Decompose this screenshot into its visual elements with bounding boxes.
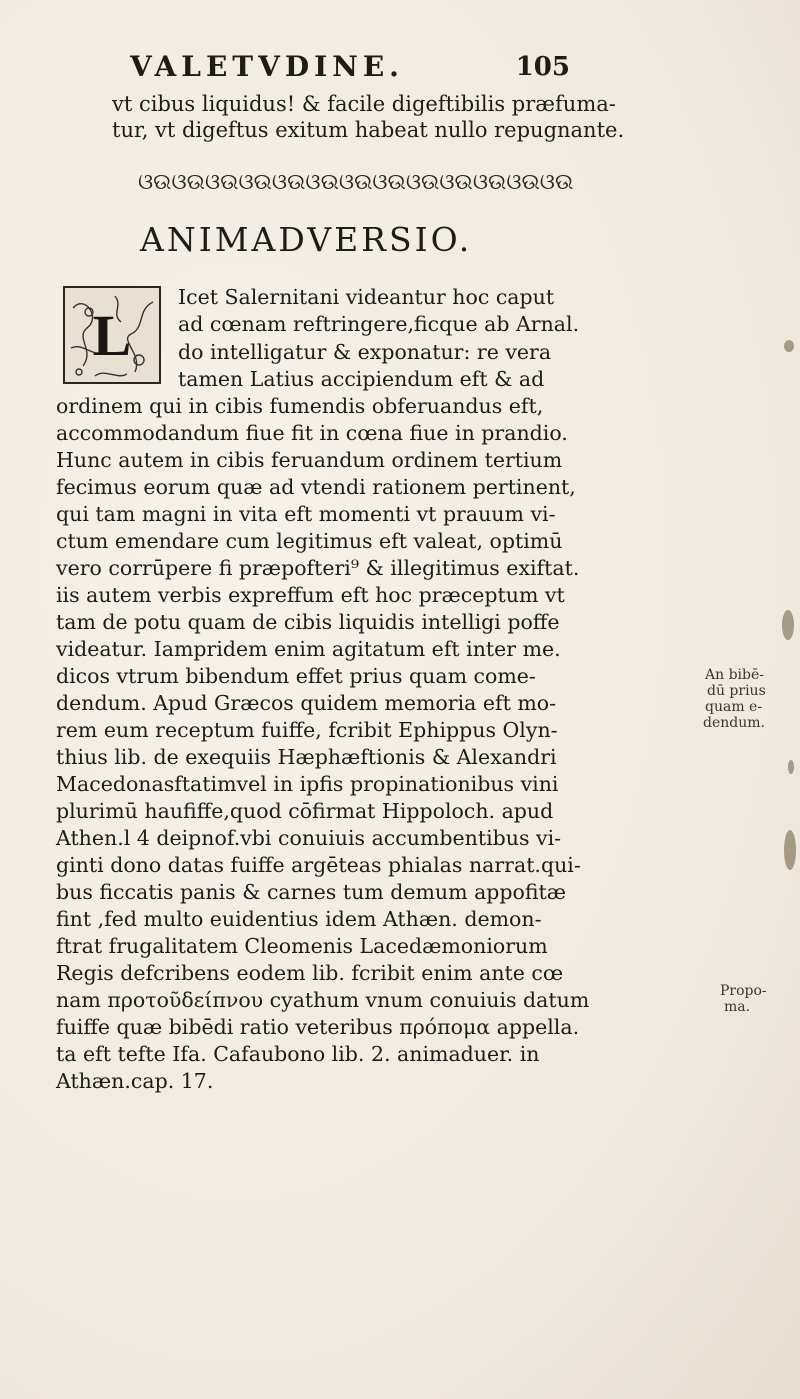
text-line: ftrat frugalitatem Cleomenis Lacedæmoniorum	[56, 934, 548, 958]
text-line: Macedonasftatimvel in ipfis propinationibus vini	[56, 772, 559, 796]
margin-note-line: dendum.	[703, 715, 765, 731]
text-line: Regis defcribens eodem lib. fcribit enim ante cœ	[56, 961, 564, 985]
text-line: fuiffe quæ bibēdi ratio veteribus πρόπομα appella.	[56, 1015, 580, 1039]
text-line: Athen.l 4 deipnof.vbi conuiuis accumbentibus vi-	[56, 826, 562, 850]
margin-note-line: Propo-	[720, 983, 767, 999]
margin-note-line: ma.	[724, 999, 751, 1015]
margin-note-line: quam e-	[705, 699, 763, 715]
text-line: Hunc autem in cibis feruandum ordinem tertium	[56, 448, 563, 472]
text-line: ta eft tefte Ifa. Cafaubono lib. 2. animaduer. in	[56, 1042, 540, 1066]
text-line: iis autem verbis expreffum eft hoc præceptum vt	[56, 583, 565, 607]
text-line: nam προτοῦδείπνου cyathum vnum conuiuis datum	[56, 988, 590, 1012]
text-line: dendum. Apud Græcos quidem memoria eft mo-	[56, 691, 557, 715]
text-line: Athæn.cap. 17.	[56, 1069, 214, 1093]
text-line: fint ,fed multo euidentius idem Athæn. demon-	[56, 907, 542, 931]
text-line: do intelligatur & exponatur: re vera	[178, 340, 552, 364]
running-head: VALETVDINE.	[130, 50, 404, 83]
page-header	[130, 50, 570, 86]
ink-speck	[784, 340, 794, 352]
text-line: qui tam magni in vita eft momenti vt prauum vi-	[56, 502, 556, 526]
text-line: ad cœnam reftringere,ficque ab Arnal.	[178, 312, 580, 336]
text-line: ginti dono datas fuiffe argēteas phialas narrat.qui-	[56, 853, 581, 877]
text-line: Icet Salernitani videantur hoc caput	[178, 285, 555, 309]
text-line: tur, vt digeftus exitum habeat nullo repugnante.	[112, 118, 625, 142]
text-line: plurimū haufiffe,quod cōfirmat Hippoloch. apud	[56, 799, 554, 823]
decorated-initial	[63, 286, 161, 384]
section-title: ANIMADVERSIO.	[140, 220, 473, 259]
ink-speck	[788, 760, 794, 774]
text-line: thius lib. de exequiis Hæphæftionis & Alexandri	[56, 745, 557, 769]
text-line: ordinem qui in cibis fumendis obferuandus eft,	[56, 394, 544, 418]
text-line: videatur. Iampridem enim agitatum eft inter me.	[56, 637, 561, 661]
text-line: vero corrūpere fi præpofteri⁹ & illegitimus exiftat.	[56, 556, 580, 580]
ink-speck	[782, 610, 794, 640]
text-line: dicos vtrum bibendum effet prius quam come-	[56, 664, 536, 688]
ink-speck	[784, 830, 796, 870]
text-line: tam de potu quam de cibis liquidis intelligi poffe	[56, 610, 560, 634]
text-line: vt cibus liquidus! & facile digeftibilis præfuma-	[112, 92, 616, 116]
text-line: fecimus eorum quæ ad vtendi rationem pertinent,	[56, 475, 576, 499]
drop-cap-letter: L	[92, 302, 132, 368]
text-line: ctum emendare cum legitimus eft valeat, optimū	[56, 529, 563, 553]
text-line: tamen Latius accipiendum eft & ad	[178, 367, 545, 391]
page-number: 105	[515, 52, 570, 82]
margin-note-line: dū prius	[707, 683, 766, 699]
ornamental-border: ଓଉଓଉଓଉଓଉଓଉଓଉଓଉଓଉଓଉଓଉଓଉଓଉଓଉ	[138, 170, 574, 195]
text-line: bus ficcatis panis & carnes tum demum appofitæ	[56, 880, 567, 904]
text-line: rem eum receptum fuiffe, fcribit Ephippus Olyn-	[56, 718, 558, 742]
margin-note-line: An bibē-	[705, 667, 764, 683]
text-line: accommodandum fiue fit in cœna fiue in prandio.	[56, 421, 568, 445]
